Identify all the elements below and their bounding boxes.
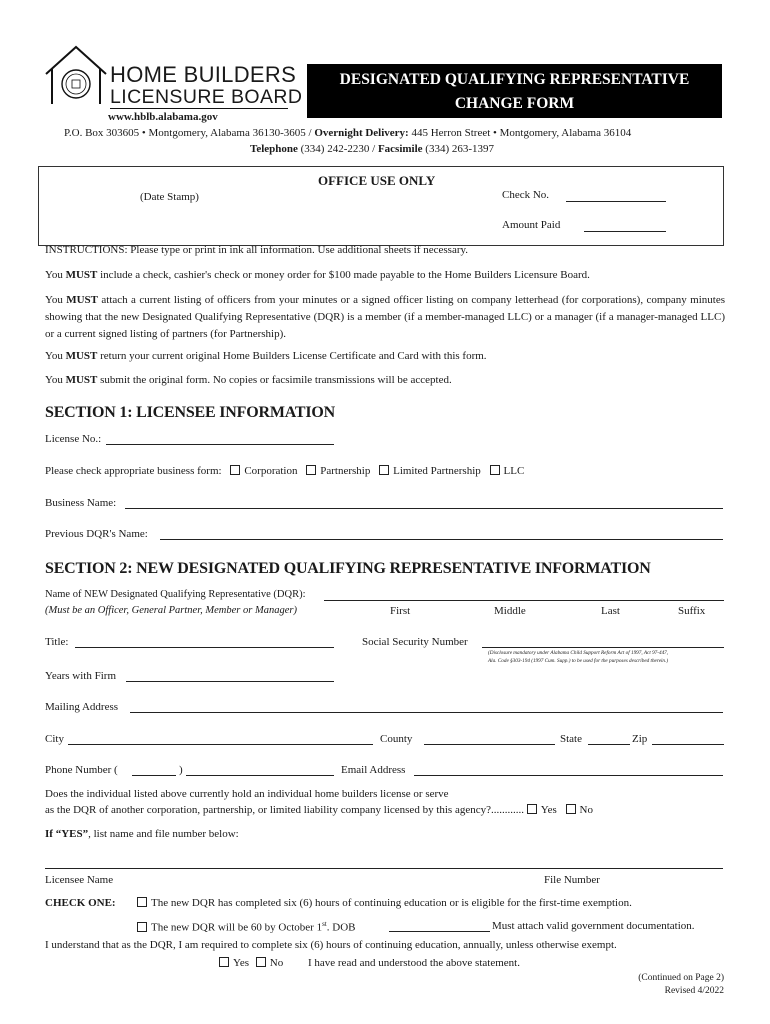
file-number-label: File Number [544,874,600,886]
dqr-name-field[interactable] [324,600,724,601]
ce-completed-option[interactable]: The new DQR has completed six (6) hours of continuing education or is eligible for the first-time exemption. [137,897,632,909]
instructions: INSTRUCTIONS: Please type or print in ink all information. Use additional sheets if necessary. [45,244,469,256]
phone-fax-line: Telephone (334) 242-2230 / Facsimile (334) 263-1397 [250,143,495,155]
checkbox-icon[interactable] [490,465,500,475]
city-field[interactable] [68,744,373,745]
other-license-question-line1: Does the individual listed above currently hold an individual home builders license or serve [45,788,449,800]
email-label: Email Address [341,764,406,776]
phone-number-field[interactable] [186,775,334,776]
ssn-note-line1: (Disclosure mandatory under Alabama Child Support Reform Act of 1997, Act 97-447, [488,650,669,656]
state-label: State [560,733,582,745]
check-no-label: Check No. [502,189,550,201]
org-underline [110,108,288,109]
question-no-option[interactable]: No [566,804,593,816]
website: www.hblb.alabama.gov [108,111,218,123]
form-title-line1: DESIGNATED QUALIFYING REPRESENTATIVE [339,71,690,88]
instruction-officers: You MUST attach a current listing of officers from your minutes or a signed officer listing on company letterhead (for corporations), company minutes showing that the new Designated Qualifying Representative (DQR) is a member (if a member-managed LLC) or a manager (if a manager-managed LLC) or a current signed listing of partners (for Partnership). [45,294,726,340]
checkbox-icon[interactable] [230,465,240,475]
org-name-line1: HOME BUILDERS [110,62,297,87]
checkbox-icon[interactable] [137,897,147,907]
instruction-certificate: You MUST return your current original Home Builders License Certificate and Card with this form. [45,350,487,362]
city-label: City [45,733,64,745]
llc-option[interactable]: LLC [490,465,525,477]
limited-partnership-option[interactable]: Limited Partnership [379,465,481,477]
other-license-question-line2: as the DQR of another corporation, partnership, or limited liability company licensed by this agency?............ Yes No [45,804,593,816]
title-field[interactable] [75,647,334,648]
middle-label: Middle [494,605,526,617]
question-yes-option[interactable]: Yes [527,804,557,816]
county-field[interactable] [424,744,555,745]
phone-label: Phone Number ( [45,764,118,776]
check-no-field[interactable] [566,201,666,202]
business-name-label: Business Name: [45,497,117,509]
checkbox-icon[interactable] [137,922,147,932]
license-no-field[interactable] [106,444,334,445]
phone-area-code-field[interactable] [132,775,176,776]
date-stamp-label: (Date Stamp) [140,191,199,203]
previous-dqr-label: Previous DQR's Name: [45,528,148,540]
zip-label: Zip [632,733,648,745]
partnership-option[interactable]: Partnership [306,465,370,477]
previous-dqr-field[interactable] [160,539,723,540]
licensee-file-field[interactable] [45,868,723,869]
section1-title: SECTION 1: LICENSEE INFORMATION [45,404,335,421]
amount-paid-label: Amount Paid [502,219,561,231]
checkbox-icon[interactable] [379,465,389,475]
form-title [307,64,722,118]
checkbox-icon[interactable] [566,804,576,814]
house-logo-icon [44,44,108,106]
instruction-original: You MUST submit the original form. No copies or facsimile transmissions will be accepted. [45,374,452,386]
state-field[interactable] [588,744,630,745]
license-no-label: License No.: [45,433,102,445]
business-form-label: Please check appropriate business form: [45,465,222,477]
instruction-check: You MUST include a check, cashier's check or money order for $100 made payable to the Home Builders Licensure Board. [45,269,590,281]
check-one-label: CHECK ONE: [45,897,116,909]
amount-paid-field[interactable] [584,231,666,232]
office-use-title: OFFICE USE ONLY [318,173,436,188]
dqr-name-label: Name of NEW Designated Qualifying Representative (DQR): [45,589,306,600]
continued-note: (Continued on Page 2) [638,973,724,983]
revision-date: Revised 4/2022 [664,986,724,996]
checkbox-icon[interactable] [256,957,266,967]
title-label: Title: [45,636,69,648]
mailing-address-line: P.O. Box 303605 • Montgomery, Alabama 36130-3605 / Overnight Delivery: 445 Herron Street • Montgomery, Alabama 36104 [64,127,632,139]
ack-no-option[interactable]: No [256,957,283,969]
last-label: Last [601,605,620,617]
corporation-option[interactable]: Corporation [230,465,297,477]
first-label: First [390,605,411,617]
ce-understanding-statement: I understand that as the DQR, I am required to complete six (6) hours of continuing education, annually, unless otherwise exempt. [45,939,617,951]
org-name-line2: LICENSURE BOARD [110,86,303,108]
years-with-firm-field[interactable] [126,681,334,682]
ack-text: I have read and understood the above statement. [307,957,520,969]
ssn-label: Social Security Number [362,636,468,648]
mailing-address-field[interactable] [130,712,723,713]
board-logo [44,44,108,106]
email-field[interactable] [414,775,723,776]
licensee-name-label: Licensee Name [45,874,114,886]
years-with-firm-label: Years with Firm [45,670,117,682]
section2-title: SECTION 2: NEW DESIGNATED QUALIFYING REPRESENTATIVE INFORMATION [45,560,651,577]
ack-yes-option[interactable]: Yes [219,957,249,969]
ssn-field[interactable] [482,647,724,648]
documentation-note: Must attach valid government documentation. [492,920,695,932]
form-title-line2: CHANGE FORM [454,95,575,112]
dqr-name-note: (Must be an Officer, General Partner, Member or Manager) [45,605,297,616]
mailing-address-label: Mailing Address [45,701,119,713]
age-60-option[interactable]: The new DQR will be 60 by October 1st. DOB [137,920,355,934]
checkbox-icon[interactable] [219,957,229,967]
suffix-label: Suffix [678,605,706,617]
business-name-field[interactable] [125,508,723,509]
zip-field[interactable] [652,744,724,745]
business-form-row [45,465,524,477]
if-yes-instruction: If “YES”, list name and file number below: [45,828,239,840]
acknowledgement-row [219,957,520,969]
checkbox-icon[interactable] [306,465,316,475]
phone-paren-close: ) [179,764,183,776]
ssn-note-line2: Ala. Code §303-194 (1997 Cum. Supp.) to be used for the purposes described therein.) [488,658,669,664]
dob-field[interactable] [389,931,490,932]
checkbox-icon[interactable] [527,804,537,814]
county-label: County [380,733,413,745]
